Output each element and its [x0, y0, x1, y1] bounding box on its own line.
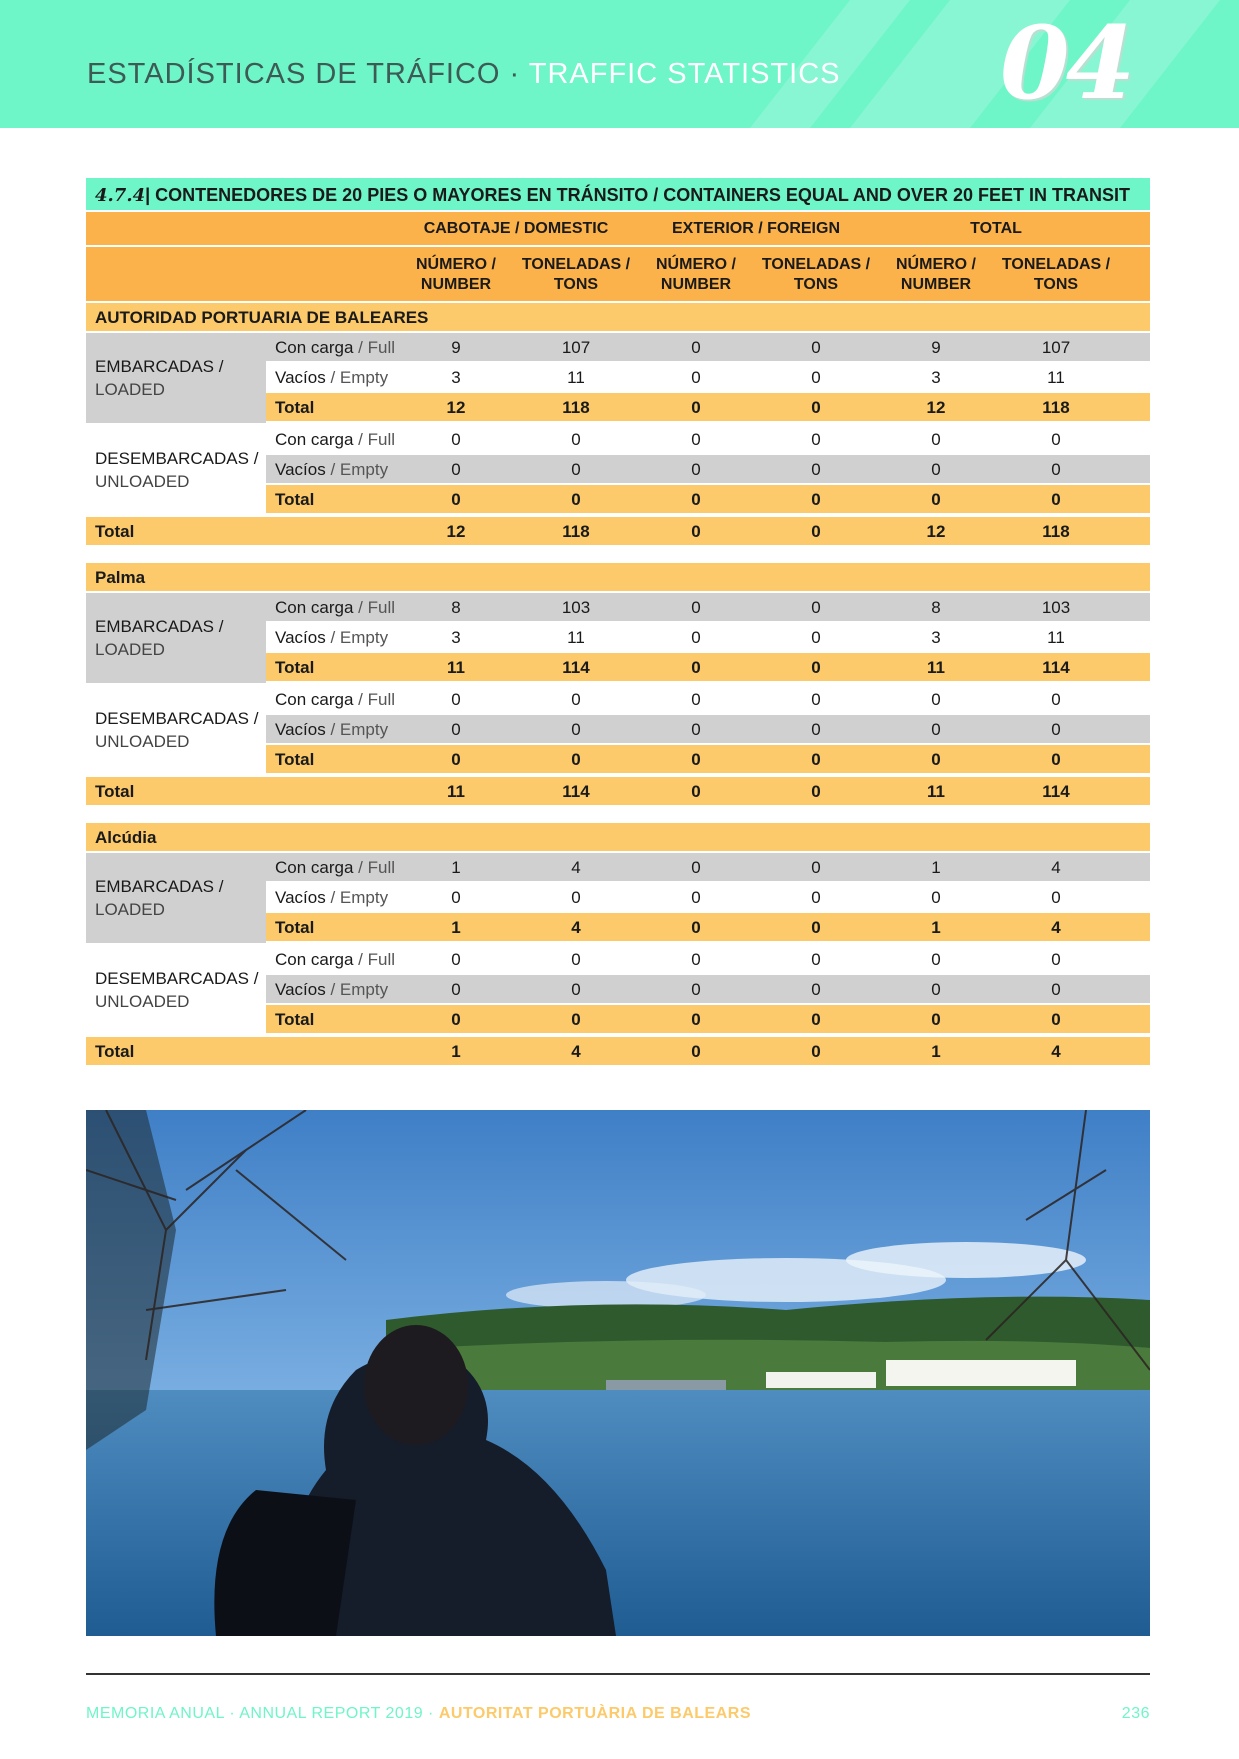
total-value: 0 [691, 782, 701, 801]
cell-value: 1 [451, 858, 461, 877]
cell-value: 0 [931, 888, 941, 907]
cell-value: 0 [571, 460, 581, 479]
row-label [275, 393, 314, 422]
section-total-row [86, 1037, 1150, 1065]
page-header [0, 0, 1239, 128]
cell-value: 11 [567, 628, 585, 647]
table-row [266, 913, 1150, 941]
cell-value: 0 [931, 490, 941, 509]
cell-value: 8 [931, 598, 941, 617]
title-separator: · [500, 58, 529, 90]
total-value: 11 [927, 782, 945, 801]
total-value: 1 [451, 1042, 461, 1061]
row-label-en: / Empty [325, 368, 389, 387]
cell-value: 12 [926, 398, 946, 417]
row-label-en: / Full [353, 950, 395, 969]
table-row [266, 425, 1150, 453]
cell-value: 3 [931, 628, 941, 647]
cell-value: 0 [811, 720, 821, 739]
cell-value: 0 [1051, 690, 1061, 709]
cell-value: 0 [451, 690, 461, 709]
loaded-label-cell [86, 853, 266, 943]
cell-value: 103 [1041, 598, 1071, 617]
unloaded-label-es: DESEMBARCADAS / [95, 449, 259, 468]
cell-value: 0 [691, 720, 701, 739]
cell-value: 0 [1051, 980, 1061, 999]
cell-value: 0 [451, 750, 461, 769]
title-en: TRAFFIC STATISTICS [528, 58, 841, 90]
unloaded-label [95, 967, 258, 1013]
table-row [266, 593, 1150, 621]
row-label-es: Con carga [275, 950, 354, 969]
cell-value: 0 [691, 888, 701, 907]
row-label-es: Con carga [275, 690, 354, 709]
loaded-label-cell [86, 333, 266, 423]
row-label [275, 853, 395, 882]
cell-value: 107 [561, 338, 591, 357]
cell-value: 0 [1051, 750, 1061, 769]
section-name: Alcúdia [95, 828, 157, 847]
section-header [86, 303, 1150, 331]
cell-value: 9 [931, 338, 941, 357]
section-total-row [86, 517, 1150, 545]
section-spacer [86, 545, 1150, 561]
cell-value: 0 [691, 598, 701, 617]
cell-value: 0 [451, 888, 461, 907]
table-row [266, 945, 1150, 973]
cell-value: 0 [571, 888, 581, 907]
loaded-label-cell [86, 593, 266, 683]
total-value: 1 [931, 1042, 941, 1061]
row-label [275, 593, 395, 622]
cell-value: 0 [451, 950, 461, 969]
cell-value: 11 [567, 368, 585, 387]
cell-value: 0 [811, 950, 821, 969]
cell-value: 0 [691, 980, 701, 999]
column-header [396, 255, 516, 295]
cell-value: 0 [931, 690, 941, 709]
cell-value: 0 [811, 858, 821, 877]
column-header-es: TONELADAS / [1001, 256, 1111, 273]
table-row [266, 883, 1150, 911]
loaded-label [95, 355, 223, 401]
column-header [636, 255, 756, 295]
cell-value: 0 [931, 460, 941, 479]
row-label-es: Total [275, 918, 315, 937]
section-total-label: Total [95, 1042, 135, 1061]
group-header-foreign: EXTERIOR / FOREIGN [671, 220, 840, 237]
row-label-es: Con carga [275, 430, 354, 449]
cell-value: 0 [811, 980, 821, 999]
cell-value: 0 [931, 430, 941, 449]
loaded-label [95, 615, 223, 661]
row-label [275, 653, 314, 682]
column-header [516, 255, 636, 295]
cell-value: 0 [931, 720, 941, 739]
row-label-es: Total [275, 750, 315, 769]
loaded-group [86, 853, 1150, 943]
table-row [266, 333, 1150, 361]
row-label-en: / Empty [325, 720, 389, 739]
cell-value: 0 [451, 720, 461, 739]
table-row [266, 485, 1150, 513]
row-label-es: Con carga [275, 858, 354, 877]
cell-value: 0 [571, 720, 581, 739]
group-header-row [86, 212, 1150, 245]
unloaded-group [86, 945, 1150, 1035]
cell-value: 0 [811, 598, 821, 617]
loaded-group [86, 333, 1150, 423]
cell-value: 0 [811, 628, 821, 647]
table-caption [86, 178, 1150, 210]
total-value: 0 [691, 522, 701, 541]
table-row [266, 745, 1150, 773]
cell-value: 0 [571, 490, 581, 509]
title-es: ESTADÍSTICAS DE TRÁFICO [87, 58, 501, 90]
cell-value: 4 [1051, 858, 1061, 877]
cell-value: 4 [571, 918, 581, 937]
table-row [266, 853, 1150, 881]
cell-value: 0 [571, 980, 581, 999]
total-value: 0 [811, 522, 821, 541]
row-label-es: Total [275, 1010, 315, 1029]
cell-value: 0 [691, 858, 701, 877]
cell-value: 0 [1051, 720, 1061, 739]
cell-value: 0 [811, 1010, 821, 1029]
cell-value: 0 [691, 658, 701, 677]
cell-value: 12 [446, 398, 466, 417]
cell-value: 1 [931, 858, 941, 877]
section-spacer [86, 805, 1150, 821]
column-header-en: TONS [793, 276, 839, 293]
cell-value: 0 [811, 460, 821, 479]
loaded-label-es: EMBARCADAS / [95, 877, 224, 896]
cell-value: 0 [1051, 950, 1061, 969]
row-label-en: / Empty [325, 888, 389, 907]
row-label [275, 363, 388, 392]
column-header-en: NUMBER [420, 276, 492, 293]
cell-value: 4 [571, 858, 581, 877]
table-row [266, 1005, 1150, 1033]
cell-value: 0 [691, 628, 701, 647]
container-transit-table [86, 178, 1150, 1065]
row-label-en: / Full [353, 858, 395, 877]
cell-value: 0 [1051, 490, 1061, 509]
unloaded-label-es: DESEMBARCADAS / [95, 709, 259, 728]
column-header [756, 255, 876, 295]
harbor-photo [86, 1110, 1150, 1636]
row-label-es: Total [275, 398, 315, 417]
section-total-row [86, 777, 1150, 805]
row-label-en: / Full [353, 690, 395, 709]
section-name: Palma [95, 568, 146, 587]
cell-value: 0 [811, 888, 821, 907]
loaded-label [95, 875, 223, 921]
group-header-total: TOTAL [970, 220, 1022, 237]
cell-value: 114 [562, 658, 590, 677]
cell-value: 8 [451, 598, 461, 617]
row-label-es: Vacíos [275, 460, 326, 479]
group-header-domestic: CABOTAJE / DOMESTIC [423, 220, 609, 237]
row-label-es: Con carga [275, 338, 354, 357]
row-label [275, 745, 314, 774]
cell-value: 0 [811, 918, 821, 937]
row-label-en: / Full [353, 598, 395, 617]
cell-value: 0 [571, 750, 581, 769]
total-value: 12 [926, 522, 946, 541]
total-value: 4 [571, 1042, 581, 1061]
total-value: 0 [811, 782, 821, 801]
unloaded-label-cell [86, 425, 266, 515]
table-body [86, 303, 1150, 1065]
cell-value: 0 [451, 490, 461, 509]
cell-value: 0 [1051, 460, 1061, 479]
column-header-en: TONS [1033, 276, 1079, 293]
cell-value: 11 [927, 658, 945, 677]
cell-value: 114 [1042, 658, 1070, 677]
total-value: 118 [562, 522, 590, 541]
total-value: 11 [447, 782, 465, 801]
cell-value: 0 [691, 490, 701, 509]
row-label-en: / Empty [325, 460, 389, 479]
loaded-label-en: LOADED [95, 380, 165, 399]
cell-value: 0 [811, 430, 821, 449]
section-total-label: Total [95, 782, 135, 801]
cell-value: 4 [1051, 918, 1061, 937]
row-label-es: Total [275, 658, 315, 677]
section-name: AUTORIDAD PORTUARIA DE BALEARES [95, 308, 429, 327]
row-label-en: / Empty [325, 628, 389, 647]
cell-value: 1 [931, 918, 941, 937]
table-number: 4.7.4 [95, 185, 146, 206]
cell-value: 11 [1047, 628, 1065, 647]
cell-value: 0 [811, 658, 821, 677]
row-label [275, 883, 388, 912]
cell-value: 0 [1051, 1010, 1061, 1029]
cell-value: 9 [451, 338, 461, 357]
cell-value: 0 [571, 1010, 581, 1029]
footer-organization: AUTORITAT PORTUÀRIA DE BALEARS [438, 1705, 752, 1722]
table-row [266, 653, 1150, 681]
column-header-en: NUMBER [900, 276, 972, 293]
row-label [275, 913, 314, 942]
row-label [275, 945, 395, 974]
total-value: 118 [1042, 522, 1070, 541]
column-header [996, 255, 1116, 295]
total-value: 0 [811, 1042, 821, 1061]
cell-value: 0 [691, 750, 701, 769]
cell-value: 0 [571, 690, 581, 709]
cell-value: 0 [691, 950, 701, 969]
cell-value: 0 [931, 750, 941, 769]
total-value: 4 [1051, 1042, 1061, 1061]
cell-value: 0 [811, 368, 821, 387]
loaded-group [86, 593, 1150, 683]
cell-value: 0 [811, 750, 821, 769]
footer-report: MEMORIA ANUAL · ANNUAL REPORT 2019 · [86, 1705, 439, 1722]
unloaded-label-cell [86, 685, 266, 775]
section-header [86, 563, 1150, 591]
section-title [87, 58, 841, 91]
row-label [275, 1005, 314, 1034]
cell-value: 0 [811, 398, 821, 417]
cell-value: 1 [451, 918, 461, 937]
cell-value: 3 [451, 628, 461, 647]
cell-value: 118 [1042, 398, 1070, 417]
table-row [266, 363, 1150, 391]
column-header-row [86, 247, 1150, 301]
row-label-es: Vacíos [275, 628, 326, 647]
cell-value: 0 [931, 980, 941, 999]
cell-value: 0 [811, 690, 821, 709]
cell-value: 103 [561, 598, 591, 617]
column-header-en: NUMBER [660, 276, 732, 293]
unloaded-group [86, 685, 1150, 775]
unloaded-label-en: UNLOADED [95, 992, 190, 1011]
unloaded-label [95, 707, 258, 753]
table-row [266, 715, 1150, 743]
loaded-label-es: EMBARCADAS / [95, 357, 224, 376]
cell-value: 0 [451, 1010, 461, 1029]
row-label [275, 455, 388, 484]
row-label [275, 685, 395, 714]
cell-value: 0 [811, 338, 821, 357]
chapter-number: 04 [1000, 4, 1132, 122]
cell-value: 0 [691, 690, 701, 709]
total-value: 12 [446, 522, 466, 541]
cell-value: 0 [1051, 430, 1061, 449]
unloaded-label-en: UNLOADED [95, 732, 190, 751]
unloaded-group [86, 425, 1150, 515]
cell-value: 0 [1051, 888, 1061, 907]
cell-value: 0 [571, 950, 581, 969]
cell-value: 0 [691, 398, 701, 417]
cell-value: 0 [451, 460, 461, 479]
cell-value: 0 [691, 460, 701, 479]
page-footer [86, 1705, 1150, 1723]
unloaded-label-en: UNLOADED [95, 472, 190, 491]
row-label-es: Con carga [275, 598, 354, 617]
total-value: 114 [1042, 782, 1070, 801]
cell-value: 0 [451, 430, 461, 449]
column-header-es: NÚMERO / [896, 256, 976, 273]
cell-value: 0 [931, 950, 941, 969]
row-label [275, 715, 388, 744]
table-row [266, 975, 1150, 1003]
cell-value: 0 [571, 430, 581, 449]
cell-value: 118 [562, 398, 590, 417]
cell-value: 0 [811, 490, 821, 509]
row-label-en: / Full [353, 338, 395, 357]
total-value: 0 [691, 1042, 701, 1061]
section-header [86, 823, 1150, 851]
cell-value: 0 [691, 918, 701, 937]
cell-value: 0 [691, 338, 701, 357]
cell-value: 0 [691, 1010, 701, 1029]
loaded-label-en: LOADED [95, 640, 165, 659]
column-header-es: TONELADAS / [521, 256, 631, 273]
cell-value: 3 [451, 368, 461, 387]
loaded-label-es: EMBARCADAS / [95, 617, 224, 636]
column-header-en: TONS [553, 276, 599, 293]
table-row [266, 393, 1150, 421]
cell-value: 11 [1047, 368, 1065, 387]
column-header-es: NÚMERO / [656, 256, 736, 273]
table-title: | CONTENEDORES DE 20 PIES O MAYORES EN TRÁNSITO / CONTAINERS EQUAL AND OVER 20 FEET IN TRANSIT [145, 185, 1130, 205]
cell-value: 0 [931, 1010, 941, 1029]
unloaded-label-es: DESEMBARCADAS / [95, 969, 259, 988]
row-label-es: Vacíos [275, 888, 326, 907]
row-label-es: Vacíos [275, 720, 326, 739]
loaded-label-en: LOADED [95, 900, 165, 919]
section-total-label: Total [95, 522, 135, 541]
column-header-es: TONELADAS / [761, 256, 871, 273]
table-row [266, 685, 1150, 713]
cell-value: 0 [691, 368, 701, 387]
row-label [275, 623, 388, 652]
row-label-es: Total [275, 490, 315, 509]
row-label [275, 975, 388, 1004]
table-row [266, 455, 1150, 483]
table-row [266, 623, 1150, 651]
total-value: 114 [562, 782, 590, 801]
column-header-es: NÚMERO / [416, 256, 496, 273]
unloaded-label-cell [86, 945, 266, 1035]
cell-value: 11 [447, 658, 465, 677]
cell-value: 0 [691, 430, 701, 449]
cell-value: 0 [451, 980, 461, 999]
row-label [275, 485, 314, 514]
page-number: 236 [1121, 1705, 1150, 1722]
row-label-en: / Full [353, 430, 395, 449]
footer-rule [86, 1673, 1150, 1675]
cell-value: 107 [1041, 338, 1071, 357]
row-label [275, 333, 395, 362]
unloaded-label [95, 447, 258, 493]
column-header [876, 255, 996, 295]
row-label-en: / Empty [325, 980, 389, 999]
cell-value: 3 [931, 368, 941, 387]
row-label-es: Vacíos [275, 368, 326, 387]
row-label-es: Vacíos [275, 980, 326, 999]
row-label [275, 425, 395, 454]
